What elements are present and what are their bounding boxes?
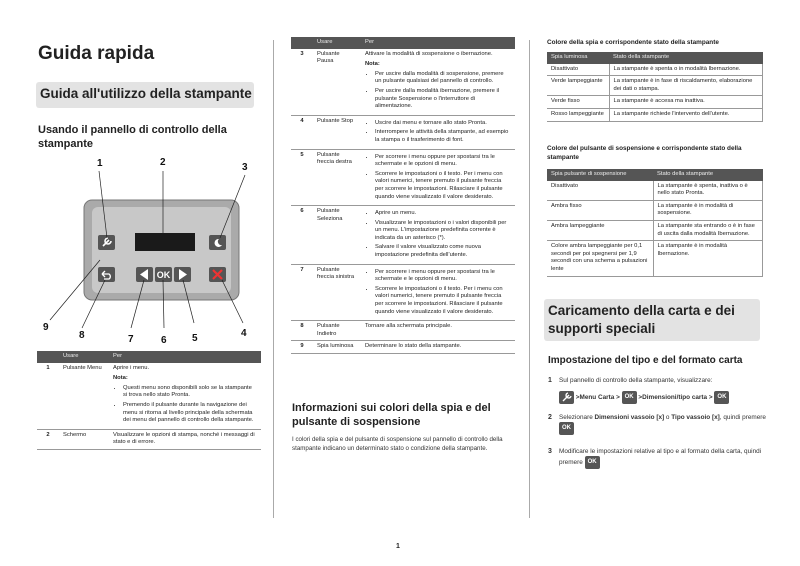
description-lead: Visualizzare le opzioni di stampa, nonché i messaggi di stato e di errore. [113,431,255,446]
description-lead: Determinare lo stato della stampante. [365,343,462,350]
status-light: Verde fisso [547,96,609,109]
status-meaning: La stampante è accesa ma inattiva. [609,96,763,109]
button-description [361,321,515,341]
section-loading-title: Caricamento della carta e dei supporti speciali [548,303,735,336]
row-number: 8 [291,321,313,341]
note-label: Nota: [113,375,128,382]
table-row [37,429,261,449]
button-description [361,206,515,265]
table-row [291,321,515,341]
section-guide-title: Guida all'utilizzo della stampante [40,86,252,101]
table-header-row [291,37,515,49]
status-light: Disattivato [547,64,609,76]
column-header: Per [361,37,515,49]
step-number: 2 [548,414,552,421]
button-description [109,429,261,449]
status-meaning: La stampante è in modalità di sospensione. [653,200,763,220]
status-light: Ambra fisso [547,200,653,220]
ok-button-icon: OK [559,422,574,435]
doc-title: Guida rapida [38,43,155,64]
callout-4: 4 [241,328,247,339]
bullet-item: • Per uscire dalla modalità ibernazione, premere il pulsante Sospensione o l'interruttore di alimentazione. [375,88,511,111]
button-name: Pulsante Menu [59,363,109,430]
table-row [547,220,763,240]
bullet-item: • Salvare il valore visualizzato come nuova impostazione predefinita dell'utente. [375,244,511,259]
section-loading-header [544,299,760,341]
buttons-table-1 [37,351,261,450]
column-header: Spia pulsante di sospensione [547,169,653,181]
callout-8: 8 [79,330,85,341]
button-description [361,341,515,354]
table-row [37,363,261,430]
table-row [291,149,515,206]
ok-label: OK [156,270,171,280]
light-table-heading: Colore della spia e corrispondente stato della stampante [547,39,719,46]
column-divider [273,40,274,518]
step-text: o [664,414,672,421]
row-number: 2 [37,429,59,449]
status-light: Disattivato [547,181,653,201]
column-header: Per [109,351,261,363]
step-2 [548,413,773,443]
status-meaning: La stampante è spenta, inattiva o è nello stato Pronta. [653,181,763,201]
callout-7: 7 [128,334,134,345]
ok-button-icon: OK [585,456,600,469]
status-meaning: La stampante è spenta o in modalità Ibernazione. [609,64,763,76]
step-number: 1 [548,377,552,384]
menu-wrench-icon [559,391,574,404]
callout-1: 1 [97,158,103,169]
column-header [37,351,59,363]
buttons-table-2 [291,37,515,354]
bullet-item: • Per uscire dalla modalità di sospensione, premere un pulsante qualsiasi del pannello di controllo. [375,71,511,86]
table-row [547,181,763,201]
step-text: Modificare le impostazioni relative al tipo e al formato della carta, quindi premere [559,448,762,467]
button-name: Pulsante freccia destra [313,149,361,206]
button-description [361,115,515,149]
bullet-item: • Aprire un menu. [375,210,511,218]
status-meaning: La stampante è in modalità Ibernazione. [653,241,763,276]
bullet-list [365,120,511,145]
step-3 [548,447,773,477]
row-number: 7 [291,264,313,321]
column-header: Stato della stampante [609,52,763,64]
table-header-row [547,169,763,181]
type-size-heading: Impostazione del tipo e del formato carta [548,355,743,366]
step-number: 3 [548,448,552,455]
bullet-list [365,210,511,260]
info-body: I colori della spia e del pulsante di sospensione sul pannello di controllo della stampante indicano un determinato stato o condizione della stampante. [292,436,503,452]
status-light: Ambra lampeggiante [547,220,653,240]
option-tray-size: Dimensioni vassoio [x] [594,414,665,421]
row-number: 1 [37,363,59,430]
button-name: Pulsante Stop [313,115,361,149]
column-header: Usare [59,351,109,363]
note-label: Nota: [365,61,380,68]
table-row [291,206,515,265]
table-row [547,96,763,109]
status-light: Rosso lampeggiante [547,108,609,121]
callout-9: 9 [43,322,49,333]
bullet-item: • Scorrere le impostazioni o il testo. Per i menu con valori numerici, tenere premuto il pulsante freccia per scorrere le impostazioni. Rilasciare il pulsante quando viene visualizzato il valore desiderato. [375,171,511,201]
button-description [361,264,515,321]
description-lead: Tornare alla schermata principale. [365,323,452,330]
bullet-item: • Per scorrere i menu oppure per spostarsi tra le schermate e le opzioni di menu. [375,154,511,169]
info-heading: Informazioni sui colori della spia e del pulsante di sospensione [292,402,491,428]
option-tray-type: Tipo vassoio [x] [671,414,720,421]
status-meaning: La stampante è in fase di riscaldamento, elaborazione dei dati o stampa. [609,76,763,96]
sleep-table-heading: Colore del pulsante di sospensione e corrispondente stato della stampante [547,145,742,161]
step-text: Sul pannello di controllo della stampante, visualizzare: [559,377,713,384]
table-row [291,115,515,149]
bullet-item: • Questi menu sono disponibili solo se la stampante si trova nello stato Pronta. [123,385,257,400]
status-light: Colore ambra lampeggiante per 0,1 secondi per poi spegnersi per 1,9 secondi con una schema a pulsazioni lente [547,241,653,276]
bullet-list [365,71,511,111]
status-light: Verde lampeggiante [547,76,609,96]
step-text: Selezionare [559,414,595,421]
ok-button-icon: OK [714,391,729,404]
bullet-item: • Interrompere le attività della stampante, ad esempio la stampa o il trasferimento di font. [375,129,511,144]
status-meaning: La stampante sta entrando o è in fase di uscita dalla modalità Ibernazione. [653,220,763,240]
light-status-table [547,52,763,122]
button-name: Pulsante freccia sinistra [313,264,361,321]
callout-5: 5 [192,333,198,344]
button-name: Pulsante Pausa [313,49,361,116]
row-number: 9 [291,341,313,354]
callout-3: 3 [242,162,248,173]
button-name: Schermo [59,429,109,449]
page-number: 1 [396,543,400,550]
row-number: 3 [291,49,313,116]
button-description [109,363,261,430]
bullet-item: • Scorrere le impostazioni o il testo. Per i menu con valori numerici, tenere premuto il pulsante freccia per scorrere le impostazioni. Rilasciare il pulsante quando viene visualizzato il valore desiderato. [375,286,511,316]
button-description [361,49,515,116]
menu-path-b: >Dimensioni/tipo carta > [638,394,713,402]
column-header: Usare [313,37,361,49]
table-header-row [37,351,261,363]
bullet-item: • Visualizzare le impostazioni o i valori disponibili per un menu. L'impostazione predefinita corrente è indicata da un asterisco (*). [375,220,511,243]
table-row [291,49,515,116]
row-number: 5 [291,149,313,206]
row-number: 6 [291,206,313,265]
bullet-item: • Premendo il pulsante durante la navigazione dei menu si ritorna al livello principale della schermata dei menu del pannello di controllo della stampante. [123,402,257,425]
description-lead: Aprire i menu. [113,364,150,371]
button-name: Pulsante Seleziona [313,206,361,265]
sleep-status-table [547,169,763,277]
bullet-item: • Uscire dai menu e tornare allo stato Pronta. [375,120,511,128]
description-lead: Attivare la modalità di sospensione o ibernazione. [365,50,493,57]
step-text: , quindi premere [719,414,766,421]
ok-button-icon: OK [622,391,637,404]
menu-path-a: >Menu Carta > [575,394,620,402]
table-row [547,64,763,76]
table-row [291,264,515,321]
control-panel-illustration [42,155,262,345]
table-row [547,241,763,276]
section-guide-header [36,82,254,108]
button-name: Spia luminosa [313,341,361,354]
button-description [361,149,515,206]
column-header [291,37,313,49]
bullet-list [365,269,511,317]
table-row [547,200,763,220]
button-name: Pulsante Indietro [313,321,361,341]
callout-2: 2 [160,157,166,168]
step-1 [548,376,773,416]
table-row [547,108,763,121]
column-header: Stato della stampante [653,169,763,181]
table-row [291,341,515,354]
display-screen [135,233,195,251]
bullet-list [365,154,511,202]
column-divider [529,40,530,518]
panel-heading: Usando il pannello di controllo della stampante [38,124,227,150]
row-number: 4 [291,115,313,149]
bullet-list [113,385,257,425]
bullet-item: • Per scorrere i menu oppure per spostarsi tra le schermate e le opzioni di menu. [375,269,511,284]
table-row [547,76,763,96]
callout-6: 6 [161,335,167,346]
table-header-row [547,52,763,64]
column-header: Spia luminosa [547,52,609,64]
status-meaning: La stampante richiede l'intervento dell'utente. [609,108,763,121]
